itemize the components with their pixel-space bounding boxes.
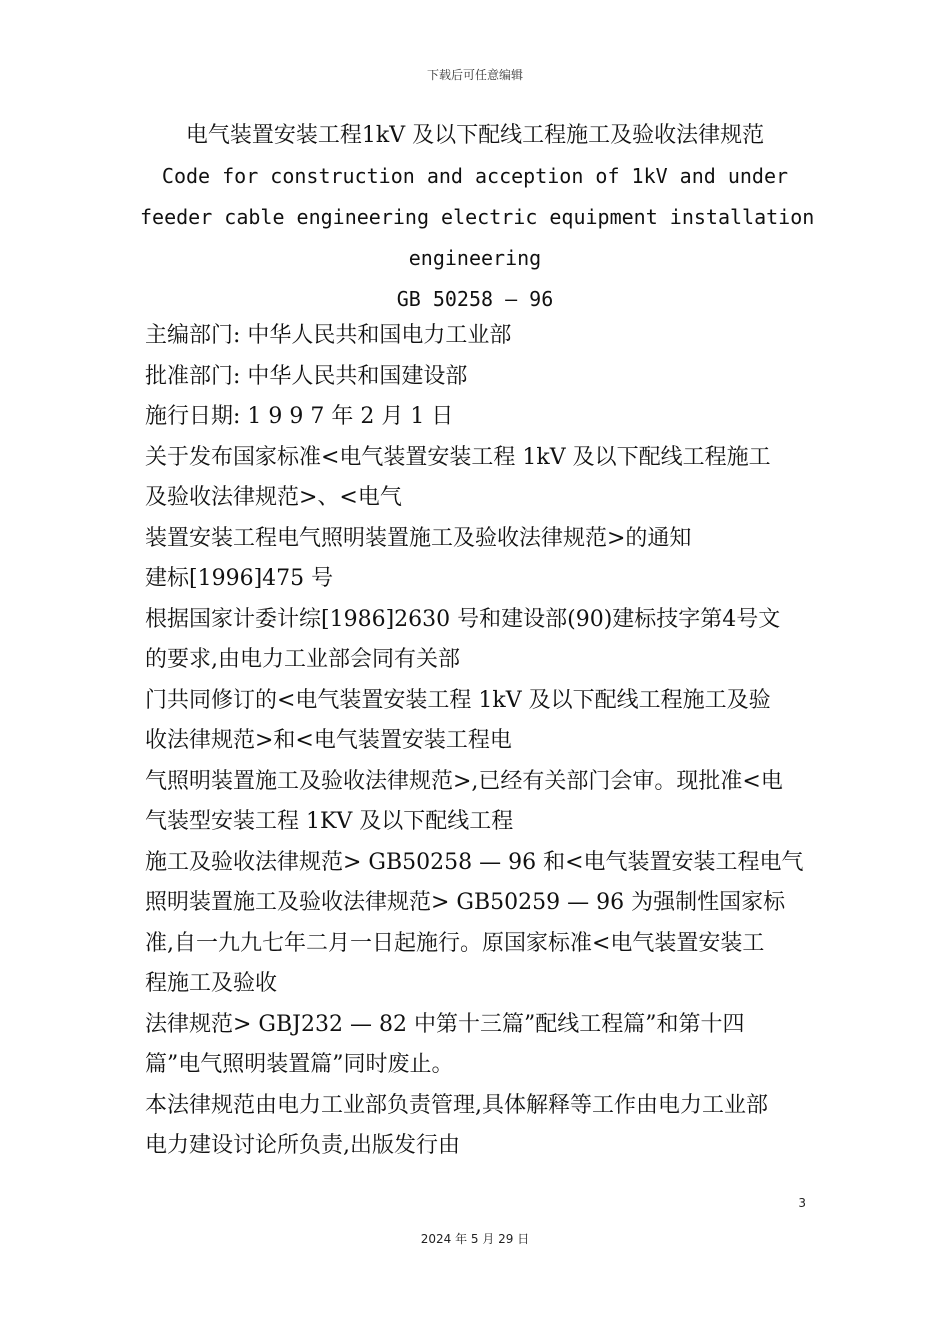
body-line: 根据国家计委计综[1986]2630 号和建设部(90)建标技字第4号文 [145, 606, 781, 632]
body-line: 装置安装工程电气照明装置施工及验收法律规范>的通知 [145, 525, 692, 551]
effective-date-line: 施行日期: 1 9 9 7 年 2 月 1 日 [145, 404, 454, 429]
body-line: 施工及验收法律规范> GB50258 — 96 和<电气装置安装工程电气 [145, 849, 804, 875]
body-line: 程施工及验收 [145, 971, 278, 996]
body-line: 法律规范> GBJ232 — 82 中第十三篇”配线工程篇”和第十四 [145, 1011, 745, 1037]
english-title-line-2: feeder cable engineering electric equipment installation [140, 205, 815, 229]
standard-code: GB 50258 — 96 [396, 287, 554, 311]
body-line: 篇”电气照明装置篇”同时废止。 [145, 1052, 454, 1077]
body-line: 收法律规范>和<电气装置安装工程电 [145, 728, 512, 753]
chief-editor-line: 主编部门: 中华人民共和国电力工业部 [145, 323, 512, 348]
page-number: 3 [798, 1196, 806, 1210]
document-title: 电气装置安装工程1kV 及以下配线工程施工及验收法律规范 [185, 123, 765, 148]
body-line: 气照明装置施工及验收法律规范>,已经有关部门会审。现批准<电 [145, 768, 783, 794]
body-line: 准,自一九九七年二月一日起施行。原国家标准<电气装置安装工 [145, 930, 765, 956]
notice-number-line: 建标[1996]475 号 [145, 566, 334, 591]
body-line: 关于发布国家标准<电气装置安装工程 1kV 及以下配线工程施工 [145, 444, 771, 470]
body-line: 照明装置施工及验收法律规范> GB50259 — 96 为强制性国家标 [145, 890, 786, 915]
body-line: 电力建设讨论所负责,出版发行由 [145, 1133, 460, 1158]
title-block [140, 115, 815, 320]
header-note: 下载后可任意编辑 [426, 68, 523, 82]
footer-date: 2024 年 5 月 29 日 [420, 1232, 530, 1246]
body-line: 及验收法律规范>、<电气 [145, 485, 402, 510]
document-body [145, 316, 810, 1167]
approval-dept-line: 批准部门: 中华人民共和国建设部 [145, 363, 468, 389]
body-line: 本法律规范由电力工业部负责管理,具体解释等工作由电力工业部 [145, 1092, 768, 1118]
english-title-line-3: engineering [408, 246, 542, 270]
english-title-line-1: Code for construction and acception of 1kV and under [161, 164, 789, 188]
body-line: 气装型安装工程 1KV 及以下配线工程 [145, 809, 514, 834]
body-line: 门共同修订的<电气装置安装工程 1kV 及以下配线工程施工及验 [145, 687, 771, 713]
body-line: 的要求,由电力工业部会同有关部 [145, 647, 460, 672]
